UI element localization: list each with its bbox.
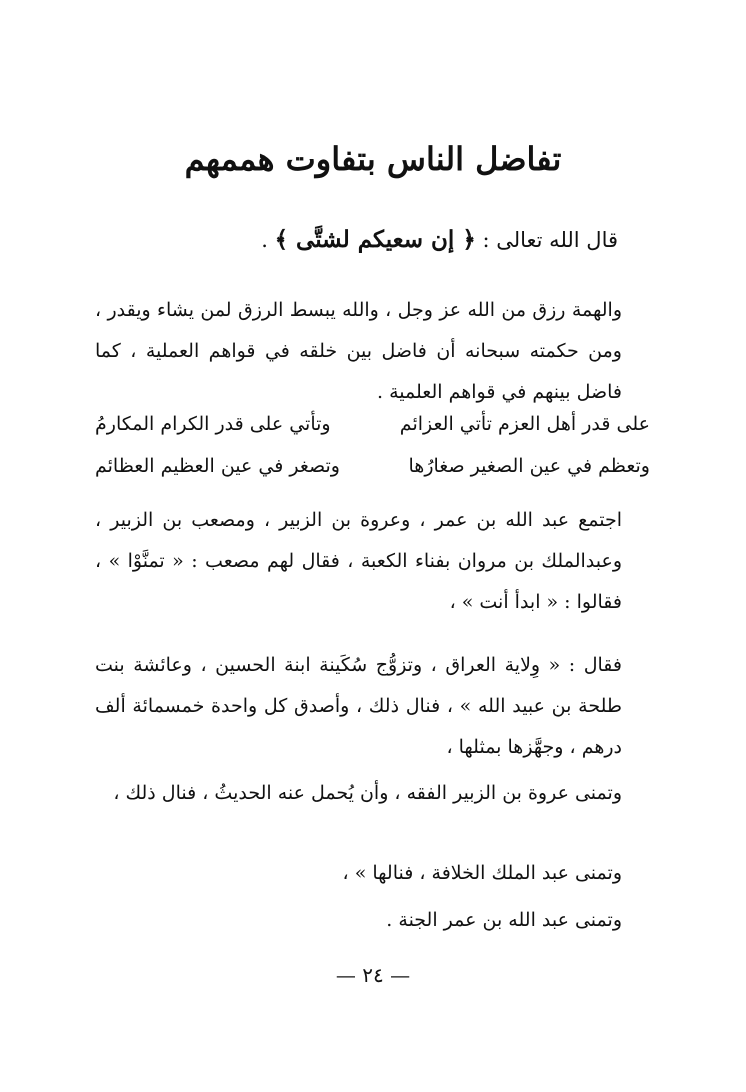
paragraph-himma: والهمة رزق من الله عز وجل ، والله يبسط الرزق لمن يشاء ويقدر ، ومن حكمته سبحانه أن فاضل بين خلقه في قواهم العملية ، كما فاضل بينهم في قواهم العلمية . <box>95 299 622 403</box>
citation-suffix: . <box>261 228 268 252</box>
paragraph-musab-wish: فقال : « وِلاية العراق ، وتزوُّج سُكَينة ابنة الحسين ، وعائشة بنت طلحة بن عبيد الله » ، فنال ذلك ، وأصدق كل واحدة خمسمائة ألف درهم ، وجهَّزها بمثلها ، <box>95 654 622 758</box>
poem-hemistich-second: وتأتي على قدر الكرام المكارمُ <box>95 413 331 435</box>
poem-hemistich-first: على قدر أهل العزم تأتي العزائم <box>399 413 650 435</box>
poem-verse <box>95 455 650 497</box>
quran-citation <box>78 226 618 253</box>
chapter-title: تفاضل الناس بتفاوت هممهم <box>184 140 562 178</box>
page-number: — ٢٤ — <box>335 963 411 987</box>
poem-hemistich-second: وتصغر في عين العظيم العظائم <box>95 455 340 477</box>
paragraph-gathering: اجتمع عبد الله بن عمر ، وعروة بن الزبير ، ومصعب بن الزبير ، وعبدالملك بن مروان بفناء الكعبة ، فقال لهم مصعب : « تمنَّوْا » ، فقالوا : « ابدأ أنت » ، <box>95 509 622 613</box>
citation-prefix: قال الله تعالى : <box>482 228 618 252</box>
poem-verse <box>95 413 650 455</box>
paragraph-urwa-wish: وتمنى عروة بن الزبير الفقه ، وأن يُحمل عنه الحديثُ ، فنال ذلك ، <box>113 782 622 804</box>
ayah-text: ﴿ إن سعيكم لشتَّى ﴾ <box>274 226 476 253</box>
paragraph-ibn-umar-wish: وتمنى عبد الله بن عمر الجنة . <box>386 909 622 931</box>
paragraph-abdulmalik-wish: وتمنى عبد الملك الخلافة ، فنالها » ، <box>342 862 622 884</box>
poem <box>95 413 650 497</box>
poem-hemistich-first: وتعظم في عين الصغير صغارُها <box>408 455 650 477</box>
